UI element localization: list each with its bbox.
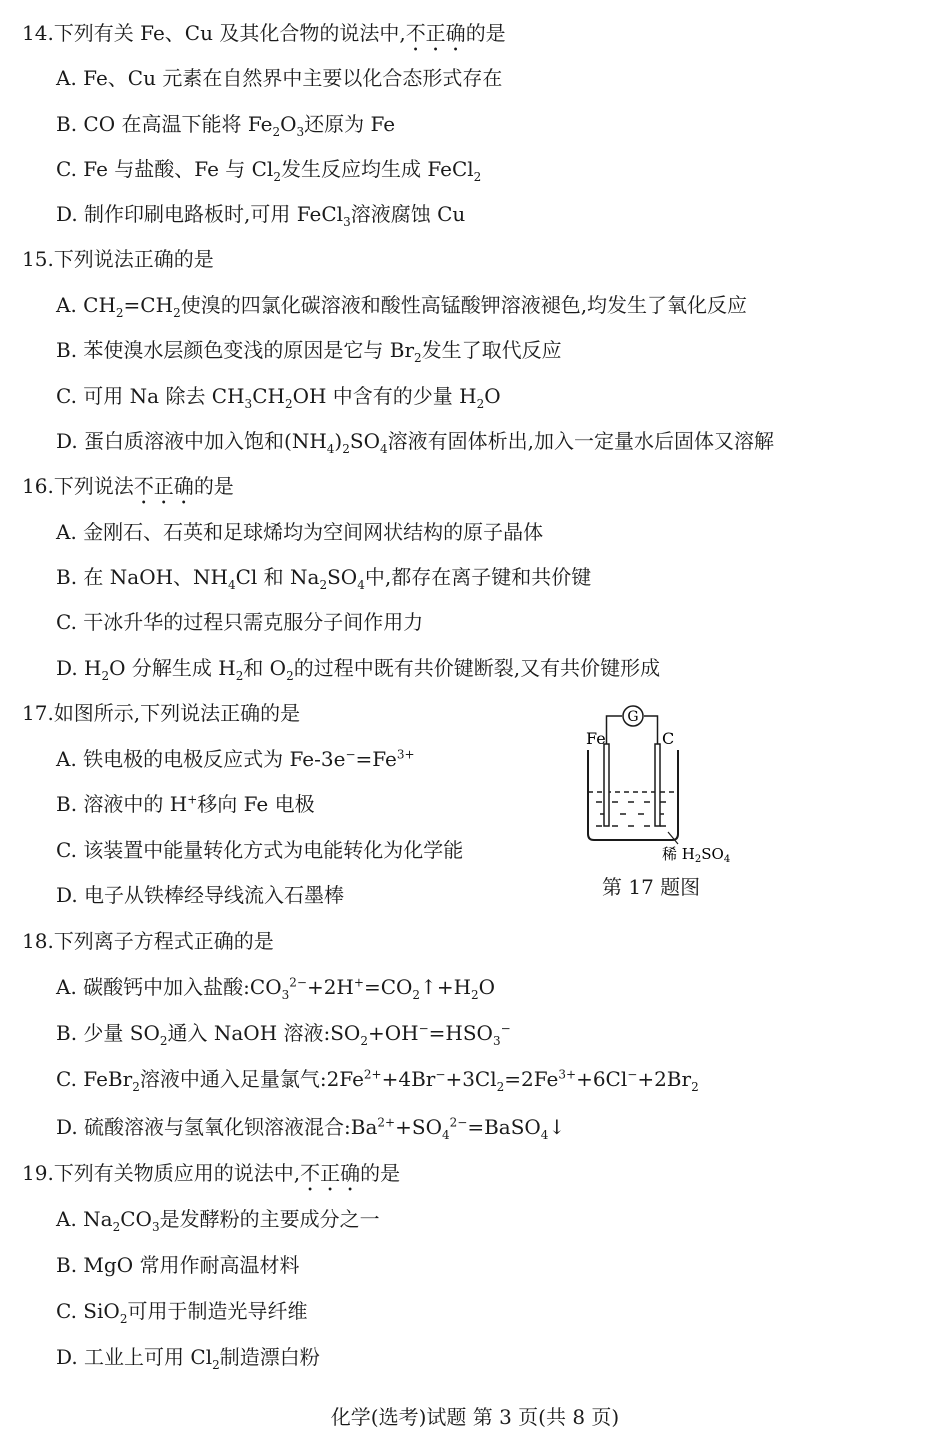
page-footer: 化学(选考)试题 第 3 页(共 8 页) <box>330 1405 620 1429</box>
question-18-stem: 18.下列离子方程式正确的是 <box>22 929 274 953</box>
q16-option-b: B. 在 NaOH、$NH_4Cl$ 和 $Na_2SO_4$中,都存在离子键和共价键 <box>56 565 592 592</box>
q18-option-b: B. 少量 $SO_2$通入 NaOH 溶液$:SO_2+OH^-=HSO_3^-$ <box>56 1021 511 1048</box>
q19-option-c: C. SiO$_2$可用于制造光导纤维 <box>56 1299 308 1326</box>
q15-option-b: B. 苯使溴水层颜色变浅的原因是它与 $Br_2$发生了取代反应 <box>56 338 562 365</box>
fe-electrode-label: Fe <box>586 729 606 748</box>
question-19-stem: 19.下列有关物质应用的说法中,不正确的是 <box>22 1161 401 1185</box>
q19-option-b: B. MgO 常用作耐高温材料 <box>56 1253 300 1277</box>
q15-option-c: C. 可用 Na 除去 $CH_3CH_2OH$ 中含有的少量 $H_2O$ <box>56 384 501 411</box>
q18-option-a: A. 碳酸钙中加入盐酸$:CO_3^{2-}+2H^+=CO_2↑+H_2O$ <box>56 975 496 1002</box>
q18-option-d: D. 硫酸溶液与氢氧化钡溶液混合$:Ba^{2+}+SO_4^{2-}=BaSO_4↓$ <box>56 1115 566 1142</box>
c-electrode-label: C <box>662 729 675 748</box>
q16-option-d: D. $H_2O$ 分解生成 $H_2$和 $O_2$的过程中既有共价键断裂,又有共价键形成 <box>56 656 661 683</box>
question-14-stem: 14.下列有关 Fe、Cu 及其化合物的说法中,不正确的是 <box>22 21 506 45</box>
emphasis-not-correct: 不正确 <box>405 21 466 45</box>
q19-option-d: D. 工业上可用 $Cl_2$制造漂白粉 <box>56 1345 320 1372</box>
q14-option-b: B. CO 在高温下能将 $Fe_2O_3$还原为 Fe <box>56 112 396 139</box>
figure-caption: 第 17 题图 <box>602 875 701 899</box>
q17-option-d: D. 电子从铁棒经导线流入石墨棒 <box>56 883 345 907</box>
galvanometer-label: G <box>627 709 639 725</box>
q14-option-c: C. Fe 与盐酸、Fe 与 $Cl_2$发生反应均生成 FeCl$_2$ <box>56 157 482 184</box>
q15-option-a: A. $CH_2=CH_2$使溴的四氯化碳溶液和酸性高锰酸钾溶液褪色,均发生了氧化反应 <box>56 293 748 320</box>
emphasis-not-correct: 不正确 <box>300 1161 361 1185</box>
emphasis-not-correct: 不正确 <box>133 474 194 498</box>
q14-option-d: D. 制作印刷电路板时,可用 FeCl$_3$溶液腐蚀 Cu <box>56 202 466 229</box>
q17-option-a: A. 铁电极的电极反应式为 $Fe-3e^-=Fe^{3+}$ <box>56 747 415 771</box>
q14-option-a: A. Fe、Cu 元素在自然界中主要以化合态形式存在 <box>56 66 503 90</box>
q16-option-a: A. 金刚石、石英和足球烯均为空间网状结构的原子晶体 <box>56 520 544 544</box>
q16-option-c: C. 干冰升华的过程只需克服分子间作用力 <box>56 610 424 634</box>
question-16-stem: 16.下列说法不正确的是 <box>22 474 234 498</box>
question-17-stem: 17.如图所示,下列说法正确的是 <box>22 701 301 725</box>
electrochemical-cell-figure <box>578 704 758 874</box>
q17-option-b: B. 溶液中的 H+移向 Fe 电极 <box>56 792 315 816</box>
question-15-stem: 15.下列说法正确的是 <box>22 247 214 271</box>
solution-label: 稀 $H_2SO_4$ <box>662 845 731 865</box>
q19-option-a: A. $Na_2CO_3$是发酵粉的主要成分之一 <box>56 1207 380 1234</box>
q18-option-c: C. FeBr$_2$溶液中通入足量氯气$:2Fe^{2+}+4Br^-+3Cl_2=2Fe^{3+}+6Cl^-+2Br_2$ <box>56 1067 699 1094</box>
q17-option-c: C. 该装置中能量转化方式为电能转化为化学能 <box>56 838 464 862</box>
q15-option-d: D. 蛋白质溶液中加入饱和$(NH_4)_2SO_4$溶液有固体析出,加入一定量水后固体又溶解 <box>56 429 774 456</box>
